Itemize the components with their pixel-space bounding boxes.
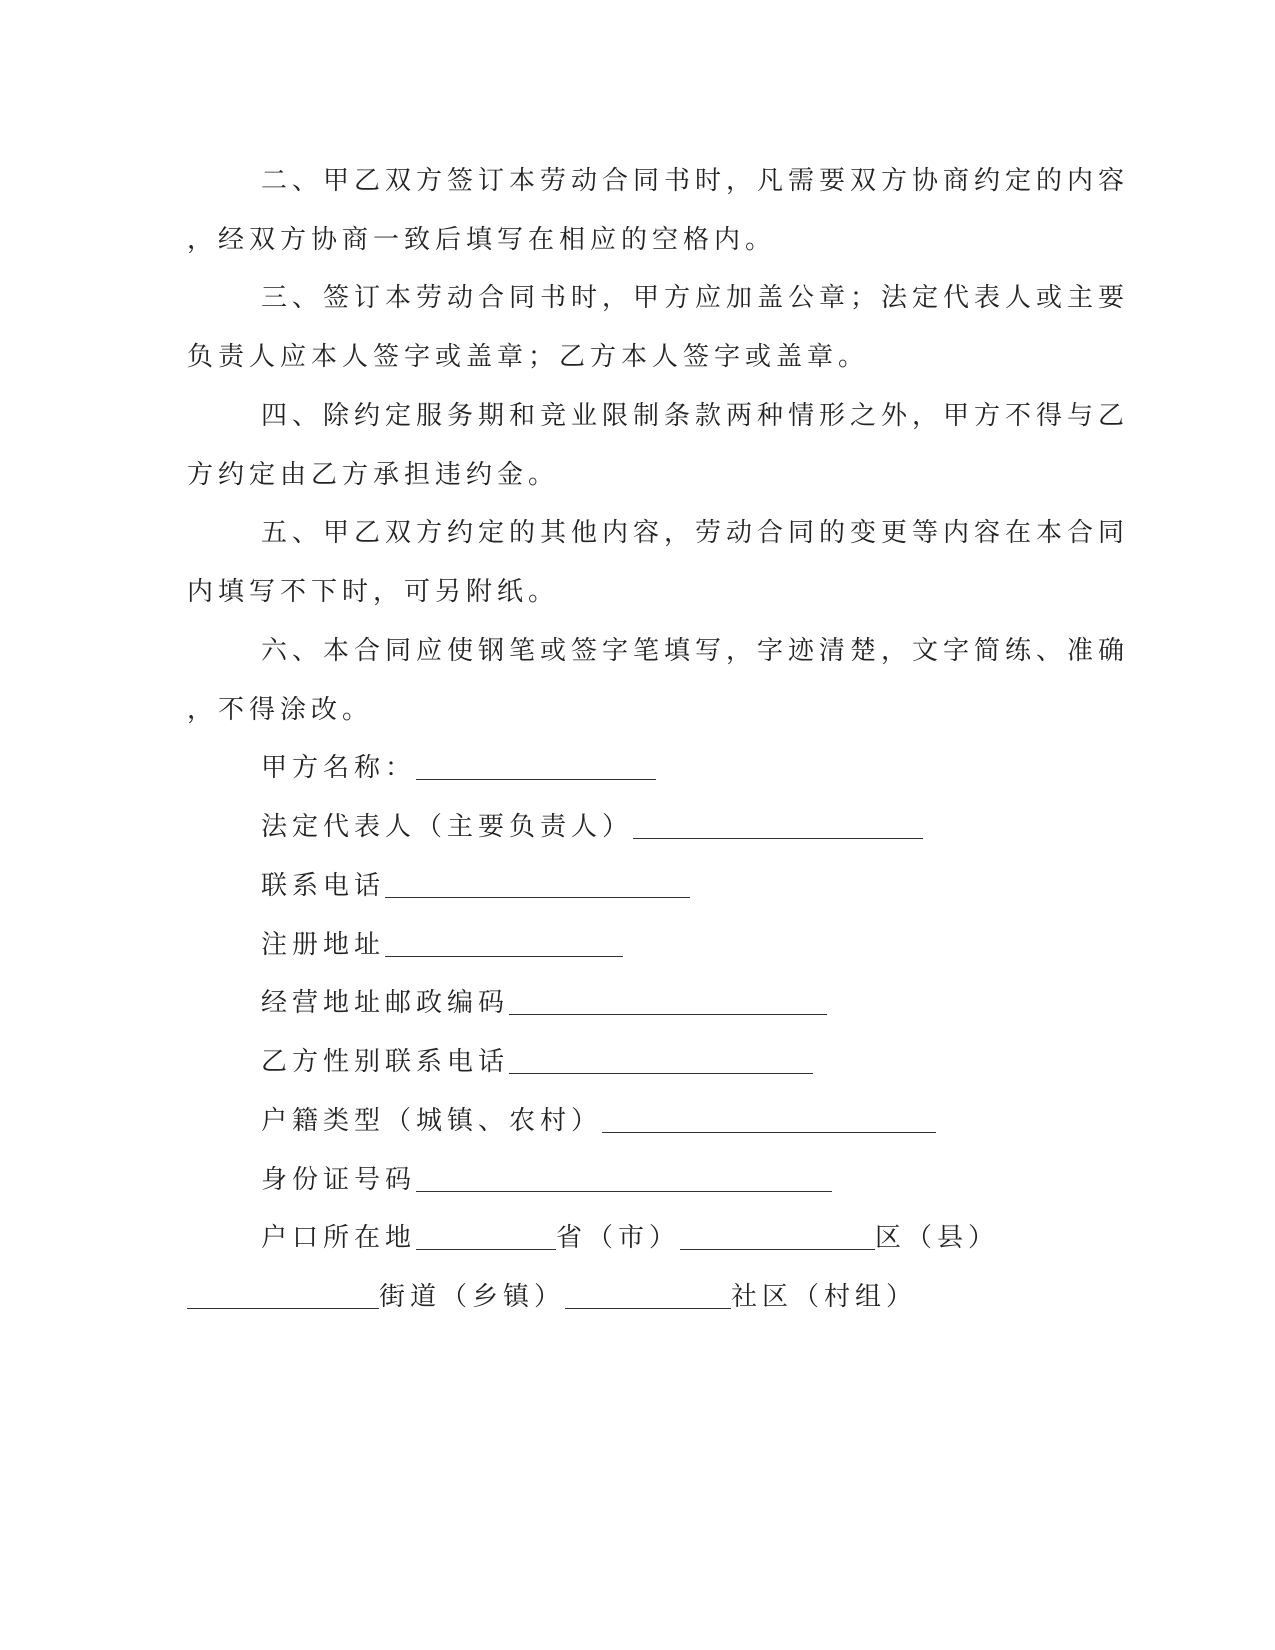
fill-in-blank-district[interactable] <box>680 1223 875 1250</box>
fill-in-blank[interactable] <box>602 1106 936 1133</box>
fill-in-blank[interactable] <box>509 1047 813 1074</box>
field-label: 法定代表人（主要负责人） <box>261 812 634 842</box>
fill-in-blank-community[interactable] <box>565 1282 731 1309</box>
field-hukou-location <box>261 1220 999 1256</box>
field-legal-rep <box>261 809 923 845</box>
field-phone <box>261 868 690 904</box>
paragraph-3-line-2: 负责人应本人签字或盖章；乙方本人签字或盖章。 <box>187 342 870 372</box>
field-label: 经营地址邮政编码 <box>261 988 510 1018</box>
field-hukou-street <box>187 1279 917 1315</box>
fill-in-blank-street[interactable] <box>187 1282 379 1309</box>
field-biz-address <box>261 985 827 1021</box>
paragraph-3-line-1: 三、签订本劳动合同书时，甲方应加盖公章；法定代表人或主要 <box>261 283 1130 313</box>
paragraph-2-line-1: 二、甲乙双方签订本劳动合同书时，凡需要双方协商约定的内容 <box>261 166 1130 196</box>
paragraph-5-line-1: 五、甲乙双方约定的其他内容，劳动合同的变更等内容在本合同 <box>261 518 1130 548</box>
fill-in-blank-province[interactable] <box>416 1223 556 1250</box>
field-reg-address <box>261 927 623 963</box>
district-label: 区（县） <box>875 1223 1000 1253</box>
fill-in-blank[interactable] <box>633 812 923 839</box>
field-hukou-type <box>261 1103 936 1139</box>
fill-in-blank[interactable] <box>416 753 656 780</box>
paragraph-2-line-2: ，经双方协商一致后填写在相应的空格内。 <box>187 225 777 255</box>
field-id-number <box>261 1162 832 1198</box>
field-party-b <box>261 1044 813 1080</box>
field-label: 联系电话 <box>261 871 386 901</box>
community-label: 社区（村组） <box>731 1282 918 1312</box>
field-label: 户籍类型（城镇、农村） <box>261 1106 603 1136</box>
field-label: 注册地址 <box>261 930 386 960</box>
paragraph-4-line-1: 四、除约定服务期和竞业限制条款两种情形之外，甲方不得与乙 <box>261 401 1130 431</box>
field-label: 户口所在地 <box>261 1223 417 1253</box>
province-label: 省（市） <box>556 1223 681 1253</box>
field-label: 身份证号码 <box>261 1165 417 1195</box>
fill-in-blank[interactable] <box>416 1165 832 1192</box>
street-label: 街道（乡镇） <box>379 1282 566 1312</box>
field-label: 乙方性别联系电话 <box>261 1047 510 1077</box>
field-label: 甲方名称： <box>261 753 417 783</box>
fill-in-blank[interactable] <box>385 930 623 957</box>
paragraph-6-line-2: ，不得涂改。 <box>187 695 374 725</box>
fill-in-blank[interactable] <box>385 871 690 898</box>
field-party-a-name <box>261 750 656 786</box>
fill-in-blank[interactable] <box>509 988 827 1015</box>
paragraph-6-line-1: 六、本合同应使钢笔或签字笔填写，字迹清楚，文字简练、准确 <box>261 636 1130 666</box>
paragraph-5-line-2: 内填写不下时，可另附纸。 <box>187 577 560 607</box>
paragraph-4-line-2: 方约定由乙方承担违约金。 <box>187 460 560 490</box>
